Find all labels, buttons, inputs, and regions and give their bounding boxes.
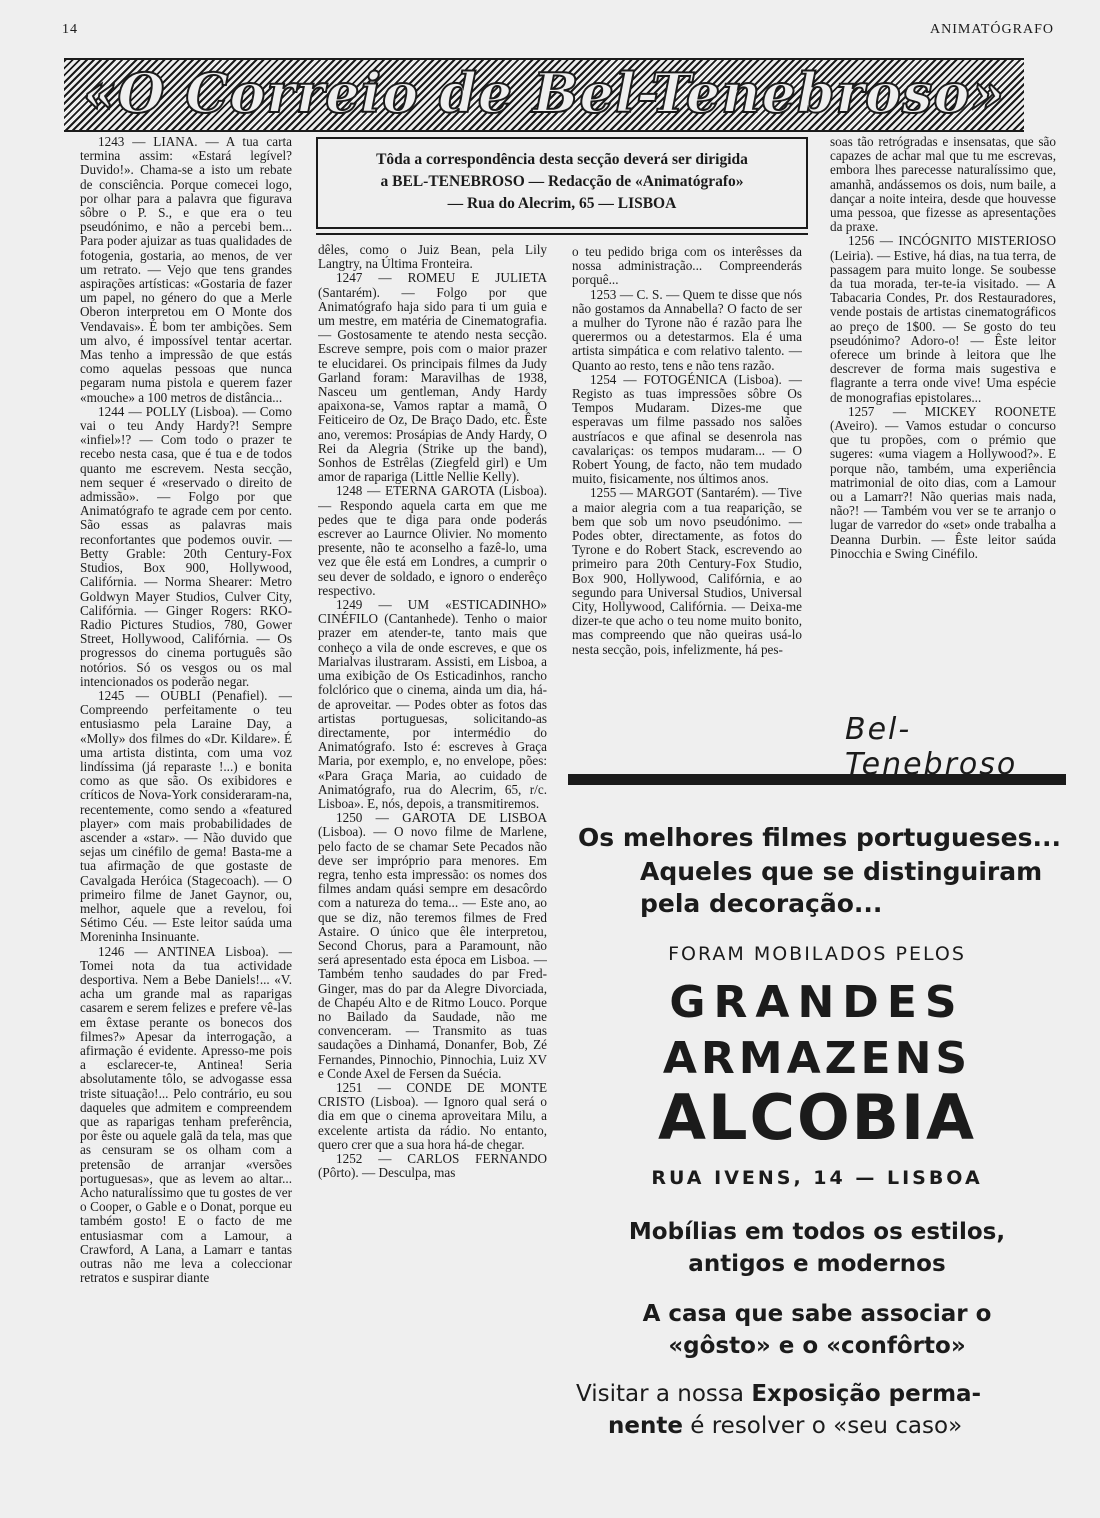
letter-reply: 1256 — INCÓGNITO MISTERIOSO (Leiria). — Estive, há dias, na tua terra, de passagem para muito longe. Se soubesse da tua morada, ter-te-ia visitado. — A Tabacaria Condes, Pr. dos Restauradores, vende postais de artistas cinematográficos ao preço de 1$00. — Se gosto do teu pseudónimo? Adoro-o! — Êste leitor oferece um brinde à leitora que lhe descrever de forma mais sugestiva e flagrante a terra onde vive! Uma espécie de monografias epistolares... xyxy=(830,233,1056,405)
ad-subhead: FORAM MOBILADOS PELOS xyxy=(668,943,966,965)
letter-reply: 1244 — POLLY (Lisboa). — Como vai o teu Andy Hardy?! Sempre «infiel»!? — Com todo o prazer te recebo nesta casa, que é tua e de todos quanto me escrevem. Nesta secção, nem sequer é «reservado o direito de admissão». — Folgo por que Animatógrafo te agrade cem por cento. São essas as palavras mais reconfortantes que podemos ouvir. — Betty Grable: 20th Century-Fox Studios, Box 900, Hollywood, Califórnia. — Norma Shearer: Metro Goldwyn Mayer Studios, Culver City, Califórnia. — Ginger Rogers: RKO-Radio Pictures Studios, 780, Gower Street, Hollywood, Califórnia. — Os progressos do cinema português são notórios. Só os vesgos ou os mal intencionados os poderão negar. xyxy=(80,403,292,689)
letter-reply: 1252 — CARLOS FERNANDO (Pôrto). — Desculpa, mas xyxy=(318,1151,547,1181)
text-column-4 xyxy=(830,135,1056,685)
section-title: «O Correio de Bel-Tenebroso» xyxy=(82,61,1006,125)
section-banner xyxy=(64,58,1024,132)
magazine-name: ANIMATÓGRAFO xyxy=(929,22,1054,37)
letter-reply: 1251 — CONDE DE MONTE CRISTO (Lisboa). — Ignoro qual será o dia em que o cinema aproveitara Milu, a excelente artista da rádio. No entanto, quero crer que a sua hora há-de chegar. xyxy=(318,1079,547,1152)
letter-reply: 1253 — C. S. — Quem te disse que nós não gostamos da Annabella? O facto de ser a mulher do Tyrone não é razão para lhe querermos ou a detestarmos. Ela é uma artista simpática e com relativo talento. — Quanto ao resto, tens e não tens razão. xyxy=(572,286,802,373)
ad-address: RUA IVENS, 14 — LISBOA xyxy=(651,1167,983,1189)
ad-brand: ALCOBIA xyxy=(657,1081,976,1154)
letter-reply: soas tão retrógradas e insensatas, que são capazes de achar mal que tu me escrevas, embora lhes parecesse naturalíssimo que, amanhã, andássemos os dois, num baile, a dançar a noite inteira, desde que houvesse uma pessoa, que fizesse as apresentações da praxe. xyxy=(830,135,1056,235)
letter-reply: 1254 — FOTOGÉNICA (Lisboa). — Registo as tuas impressões sôbre Os Tempos Mudaram. Dizes-me que esperavas um filme passado nos salões austríacos e que afinal se desenrola nas cavalariças: os tempos mudaram... — O Robert Young, de facto, não tem mudado muito, fisicamente, nos últimos anos. xyxy=(572,371,802,487)
letter-reply: 1249 — UM «ESTICADINHO» CINÉFILO (Cantanhede). Tenho o maior prazer em atender-te, tanto mais que conheço a vila de onde escreves, e que os Marialvas ilustraram. Assisti, em Lisboa, a uma exibição de Os Esticadinhos, rancho folclórico que o cinema, ainda um dia, há-de aproveitar. — Podes obter as fotos das artistas portuguesas, solicitando-as directamente, por intermédio do Animatógrafo. Isto é: escreves à Graça Maria, por exemplo, e, no envelope, pões: «Para Graça Maria, ao cuidado de Animatógrafo, rua do Alecrim, 65, r/c. Lisboa». E, nós, depois, a transmitiremos. xyxy=(318,597,547,811)
ad-brand: GRANDES xyxy=(669,977,965,1028)
notice-line: — Rua do Alecrim, 65 — LISBOA xyxy=(447,195,677,212)
letter-reply: o teu pedido briga com os interêsses da nossa administração... Compreenderás porquê... xyxy=(572,245,802,288)
letter-reply: 1246 — ANTINEA Lisboa). — Tomei nota da tua actividade desportiva. Nem a Bebe Daniels!... «V. acha um grande mal as raparigas casarem e serem felizes e prefere vê-las em êxtase perante os bonecos dos filmes?» Apesar da interrogação, a afirmação é evidente. Apresso-me pois a esclarecer-te, Antinea! Seria absolutamente tôlo, se advogasse essa triste situação!... Pelo contrário, eu sou daqueles que admitem e compreendem que as raparigas tenham preferência, por êste ou aquele galã da tela, mas que as censuram se os olham com a pretensão de arranjar «versões portuguesas», que as levem ao altar... Acho naturalíssimo que tu gostes de ver o Cooper, o Gable e o Donat, porque eu também gosto! E o facto de me entusiasmar com a Lamour, a Crawford, A Lana, a Lamarr e tantas outras não me leva a coleccionar retratos e suspirar diante xyxy=(80,943,292,1286)
letter-reply: 1250 — GAROTA DE LISBOA (Lisboa). — O novo filme de Marlene, pelo facto de se chamar Sete Pecados não deve ser impróprio para menores. Em regra, tenho esta impressão: os nomes dos filmes andam quási sempre em desacôrdo com a natureza do tema... — Este ano, ao que se diz, não teremos filmes de Fred Astaire. O único que êle interpretou, Second Chorus, para a Paramount, não será apresentado esta época em Lisboa. — Também tenho saudades do par Fred-Ginger, mas do par da Alegre Divorciada, de Chapéu Alto e de Ritmo Louco. Porque no Bailado da Saudade, não me convenceram. — Transmito as tuas saudações a Dinhamá, Donanfer, Bob, Zé Fernandes, Pinnochio, Pinnochia, Luiz XV e Conde Axel de Fersen da Suécia. xyxy=(318,810,547,1081)
letter-reply: 1245 — OUBLI (Penafiel). — Compreendo perfeitamente o teu entusiasmo pela Laraine Day, a «Molly» dos filmes do «Dr. Kildare». É uma artista distinta, com uma voz lindíssima (já reparaste !...) e bonita como as que são. Os exibidores e críticos de Nova-York consideraram-na, recentemente, como sendo a «featured player» com mais probabilidades de ascender a «star». — Não duvido que sejas um cinéfilo de gema! Basta-me a tua afirmação de que gostaste de Cavalgada Heróica (Stagecoach). — O primeiro filme de Janet Gaynor, ou, melhor, aquele que a revelou, foi Sétimo Céu. — Este leitor saúda uma Moreninha Insinuante. xyxy=(80,687,292,945)
letter-reply: 1247 — ROMEU E JULIETA (Santarém). — Folgo por que Animatógrafo haja sido para ti um guia e um mestre, em matéria de Cinematografia. — Gostosamente te atendo nesta secção. Escreve sempre, pois com o maior prazer te elucidarei. Os principais filmes da Judy Garland foram: Maravilhas de 1938, Nasceu um gentleman, Andy Hardy apaixona-se, Vamos raptar a mamã, O Feiticeiro de Oz, De Braço Dado, etc. Êste ano, veremos: Prosápias de Andy Hardy, O Rei da Alegria (Strike up the band), Sonhos de Estrêlas (Ziegfeld girl) e Um amor de rapariga (Little Nellie Kelly). xyxy=(318,270,547,485)
ad-slogan: «gôsto» e o «confôrto» xyxy=(668,1333,966,1359)
notice-line: a BEL-TENEBROSO — Redacção de «Animatógrafo» xyxy=(380,173,744,190)
letter-reply: dêles, como o Juiz Bean, pela Lily Langtry, na Última Fronteira. xyxy=(318,243,547,272)
ad-headline: pela decoração... xyxy=(640,889,883,918)
ad-invitation-text: é resolver o «seu caso» xyxy=(690,1413,963,1439)
text-column-2 xyxy=(318,243,547,1473)
ad-invitation xyxy=(576,1381,1066,1407)
page-header xyxy=(62,22,1054,44)
ad-invitation-text: Visitar a nossa xyxy=(576,1381,744,1407)
editor-signature: Bel-Tenebroso xyxy=(845,712,1018,782)
ad-slogan: antigos e modernos xyxy=(688,1251,946,1277)
ad-invitation xyxy=(608,1413,1066,1439)
letter-reply: 1243 — LIANA. — A tua carta termina assim: «Estará legível? Duvido!». Chama-se a isto um rebate de consciência. Porque comecei logo, por olhar para a palavra que figurava sôbre o P. S., e que era o teu pseudónimo, e não a percebi bem... Para poder ajuizar as tuas qualidades de fotogenia, gostaria, ao menos, de ver um retrato. — Vejo que tens grandes aspirações artísticas: «Gostaria de fazer um papel, no género do que a Merle Oberon interpretou em O Monte dos Vendavais». É bom ter ambições. Sem um alvo, é impossível tentar acertar. Mas tenho a impressão de que estás como aquelas pessoas que nunca pegaram numa pistola e querem fazer «mouche» a 100 metros de distância... xyxy=(80,135,292,405)
ad-invitation-emphasis: Exposição perma- xyxy=(751,1381,982,1407)
notice-line: Tôda a correspondência desta secção deverá ser dirigida xyxy=(376,151,748,168)
page-number: 14 xyxy=(62,22,78,37)
furniture-advertisement xyxy=(568,774,1066,1439)
text-column-3 xyxy=(572,245,802,765)
ad-headline: Aqueles que se distinguiram xyxy=(640,857,1043,886)
letter-reply: 1255 — MARGOT (Santarém). — Tive a maior alegria com a tua reaparição, se bem que sob um novo pseudónimo. — Podes obter, directamente, as fotos do Tyrone e do Robert Stack, escrevendo ao primeiro para 20th Century-Fox Studio, Box 900, Hollywood, Califórnia, e ao segundo para Universal Studios, Universal City, Hollywood, Califórnia. — Deixa-me dizer-te que acho o teu nome muito bonito, mas compreendo que não queiras usá-lo nesta secção, pois, infelizmente, há pes- xyxy=(572,485,802,657)
letter-reply: 1248 — ETERNA GAROTA (Lisboa). — Respondo aquela carta em que me pedes que te diga para onde poderás escrever ao Laurnce Olivier. No momento presente, não te aconselho a fazê-lo, uma vez que êle está em Londres, a cumprir o seu dever de soldado, e ignoro o enderêço respectivo. xyxy=(318,483,547,598)
correspondence-notice xyxy=(316,137,808,229)
letter-reply: 1257 — MICKEY ROONETE (Aveiro). — Vamos estudar o concurso que tu propões, com o prémio que sugeres: «uma viagem a Hollywood?». E porque não, também, uma experiência matrimonial de oito dias, com a Lamour ou a Lamarr?! Não querias mais nada, não?! — Também vou ver se te arranjo o lugar de varredor do «set» onde trabalha a Deanna Durbin. — Êste leitor saúda Pinocchia e Swing Cinéfilo. xyxy=(830,403,1056,561)
ad-headline: Os melhores filmes portugueses... xyxy=(578,823,1061,852)
ad-invitation-emphasis: nente xyxy=(608,1413,683,1439)
text-column-1 xyxy=(80,135,292,1470)
ad-brand: ARMAZENS xyxy=(662,1033,972,1084)
ad-slogan: A casa que sabe associar o xyxy=(642,1301,992,1327)
ad-slogan: Mobílias em todos os estilos, xyxy=(628,1219,1006,1245)
